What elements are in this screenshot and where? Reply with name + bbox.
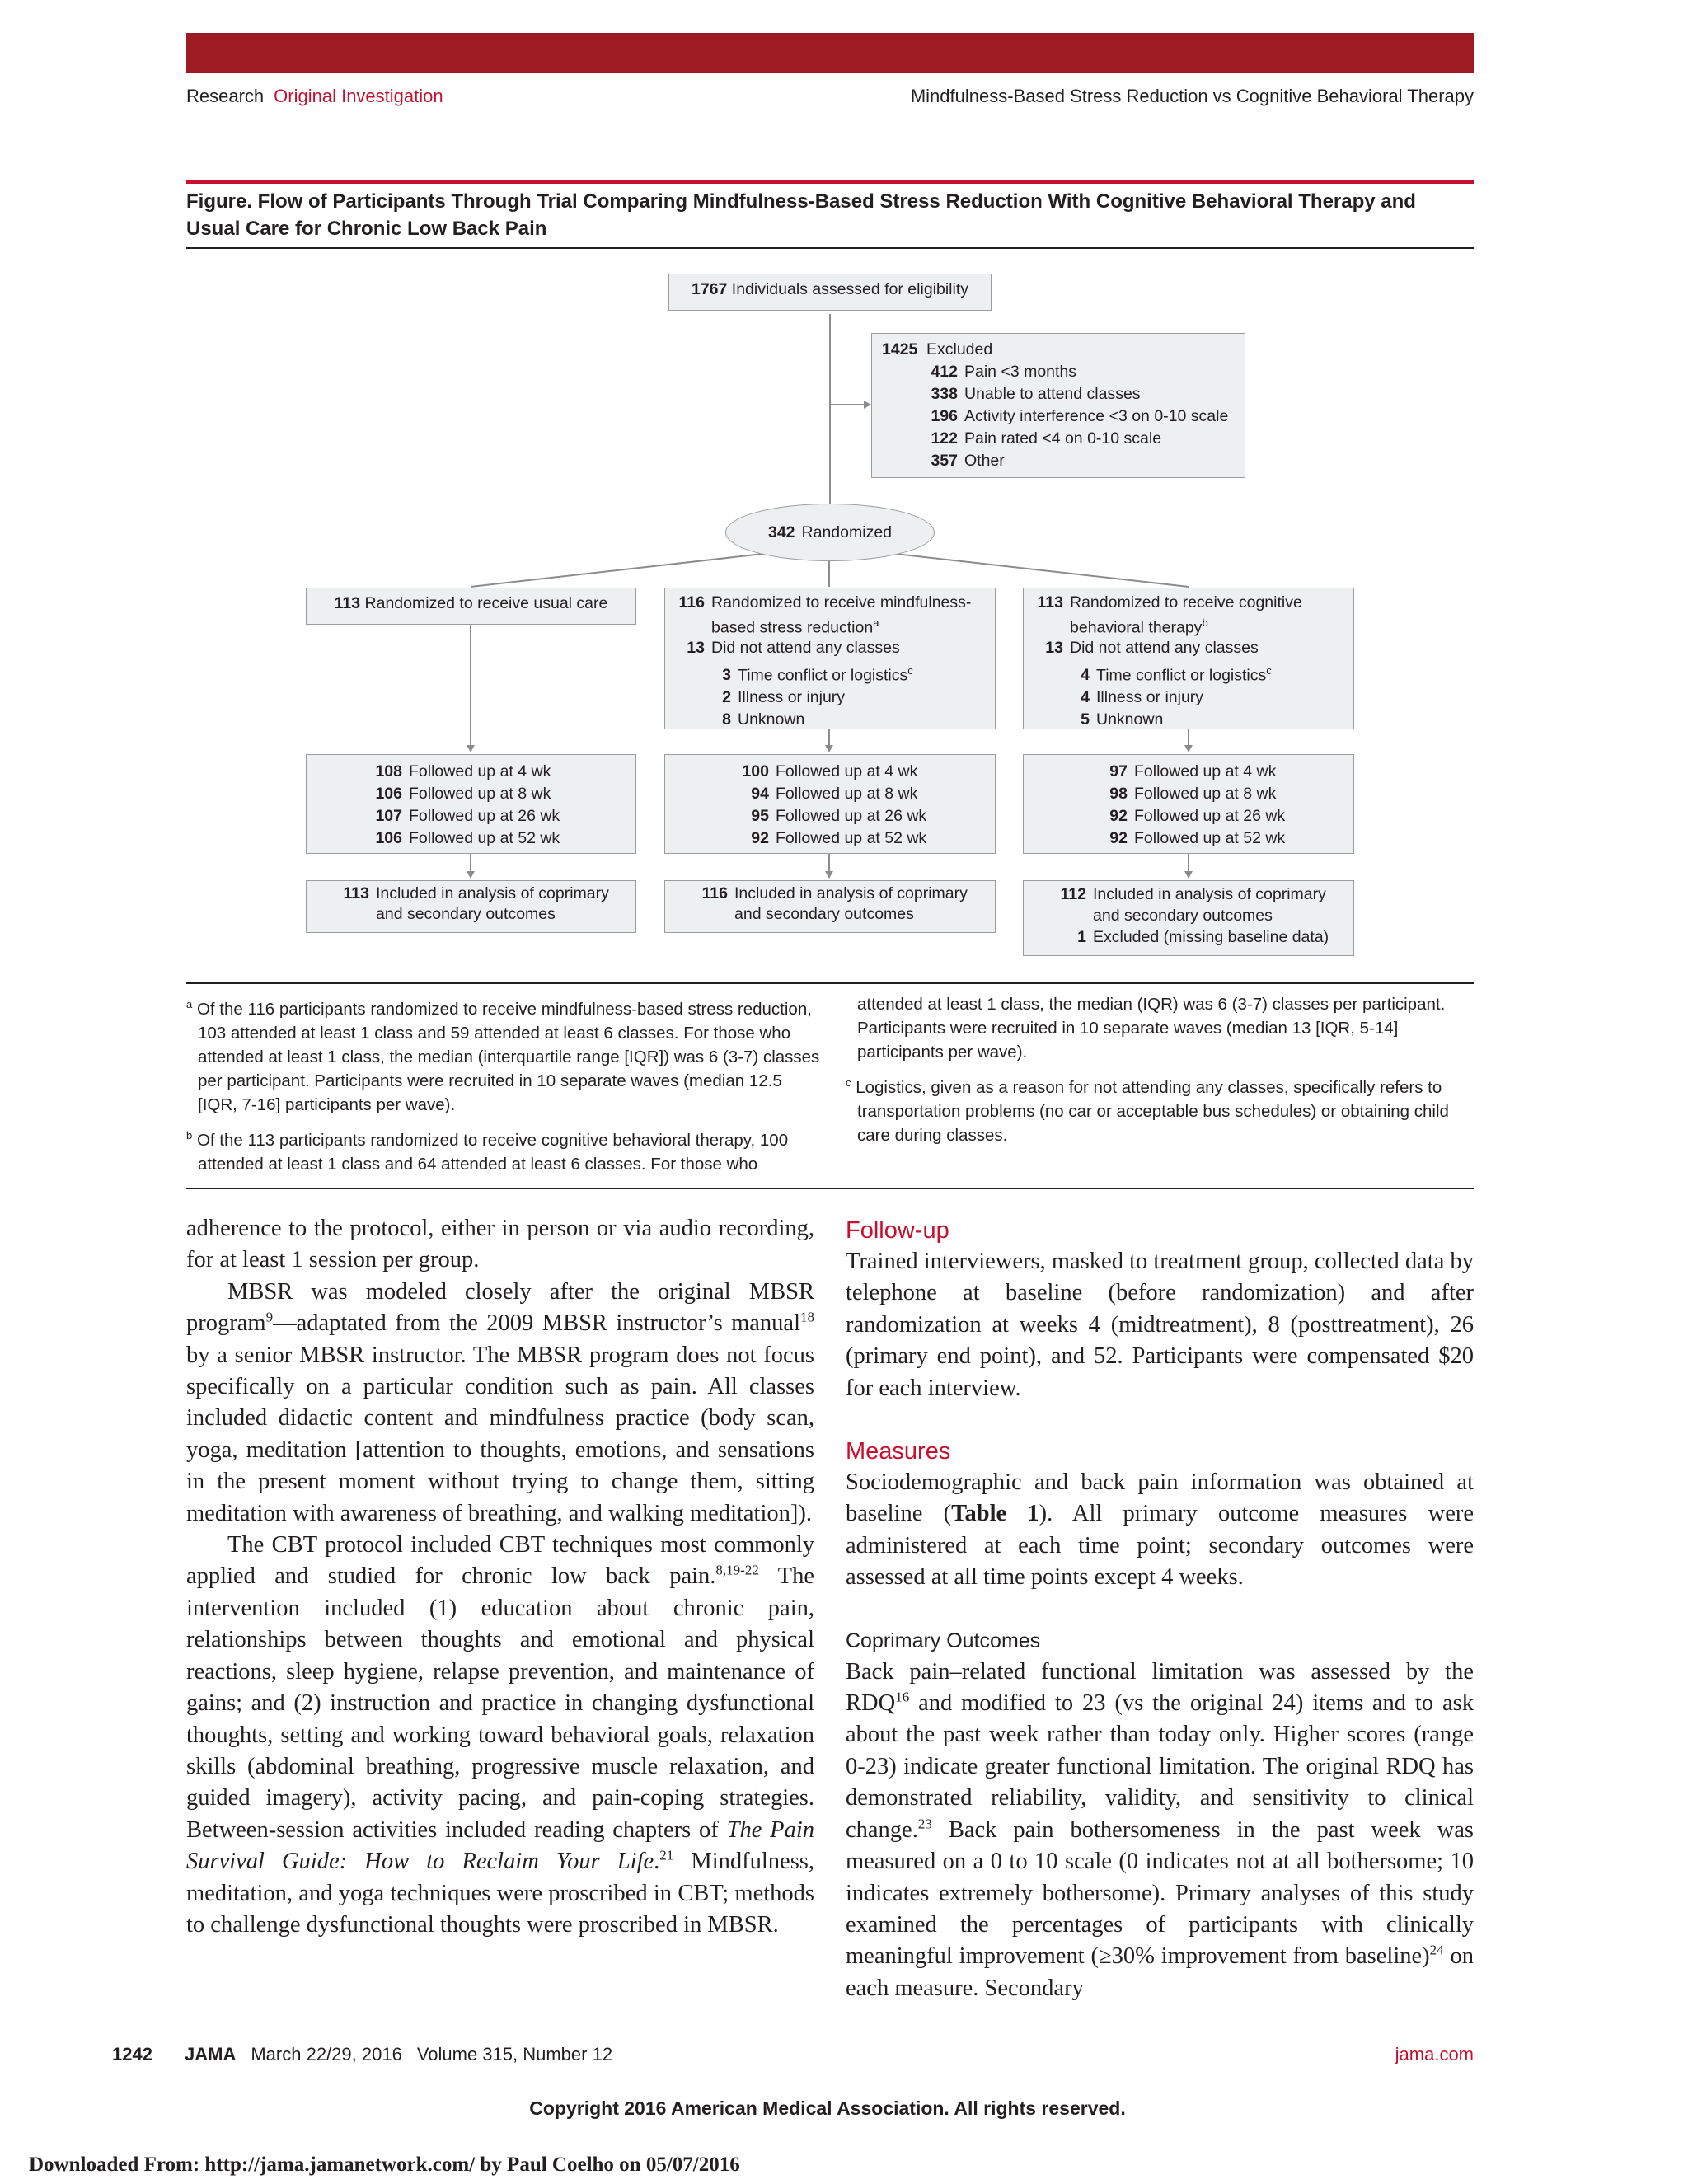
cbt-analysis-box: 112 Included in analysis of coprimary and secondary outcomes 1 Excluded (missing baseline data) bbox=[1023, 880, 1354, 956]
download-note: Downloaded From: http://jama.jamanetwork.com/ by Paul Coelho on 05/07/2016 bbox=[29, 2154, 740, 2176]
body-paragraph: adherence to the protocol, either in person or via audio recording, for at least 1 session per group. bbox=[186, 1216, 814, 1273]
page-number: 1242 bbox=[112, 2044, 152, 2064]
mbsr-followup-box: 100 Followed up at 4 wk 94 Followed up at 8 wk 95 Followed up at 26 wk 92 Followed up at 52 wk bbox=[664, 754, 996, 854]
footnote-rule bbox=[186, 982, 1474, 984]
cbt-followup-box: 97 Followed up at 4 wk 98 Followed up at 8 wk 92 Followed up at 26 wk 92 Followed up at 52 wk bbox=[1023, 754, 1354, 854]
footnote-a: $^a$ Of the 116 participants randomized to receive mindfulness-based stress reduction, 103 attended at least 1 class and 59 attended at least 6 classes. For those who attended at least 1 class, the median (interquartile range [IQR]) was 6 (3-7) classes per participant. Participants were recruited in 10 separate waves (median 12.5 [IQR, 7-16] participants per wave). bbox=[186, 998, 820, 1114]
randomized-count: 342 bbox=[767, 523, 795, 541]
usual-care-followup-box: 108 Followed up at 4 wk 106 Followed up at 8 wk 107 Followed up at 26 wk 106 Followed up at 52 wk bbox=[306, 754, 636, 854]
excluded-reason: 196 Activity interference <3 on 0-10 scale bbox=[931, 407, 1229, 425]
footnotes-left bbox=[186, 992, 821, 1183]
excluded-box bbox=[871, 333, 1245, 478]
section-name: Research bbox=[186, 86, 265, 106]
running-title: Mindfulness-Based Stress Reduction vs Cognitive Behavioral Therapy bbox=[910, 86, 1474, 106]
body-paragraph: The CBT protocol included CBT techniques most commonly applied and studied for chronic low back pain.$^{8,19-22}$ The intervention included (1) education about chronic pain, relationships between thoughts and emotional and physical reactions, sleep hygiene, relapse prevention, and maintenance of gains; and (2) instruction and practice in changing dysfunctional thoughts, setting and working toward behavioral goals, relaxation skills (abdominal breathing, progressive muscle relaxation, and guided imagery), activity pacing, and pain-coping strategies. Between-session activities included reading chapters of The Pain Survival Guide: How to Reclaim Your Life.$^{21}$ Mindfulness, meditation, and yoga techniques were proscribed in CBT; methods to challenge dysfunctional thoughts were proscribed in MBSR. bbox=[186, 1532, 815, 1938]
copyright-notice: Copyright 2016 American Medical Association. All rights reserved. bbox=[529, 2097, 1126, 2119]
excluded-reason: 122 Pain rated <4 on 0-10 scale bbox=[931, 429, 1162, 448]
body-paragraph: MBSR was modeled closely after the original MBSR program$^9$—adaptated from the 2009 MBSR instructor’s manual$^{18}$ by a senior MBSR instructor. The MBSR program does not focus specifically on a particular condition such as pain. All classes included didactic content and mindfulness practice (body scan, yoga, meditation [attention to thoughts, emotions, and sensations in the present moment without trying to change them, sitting meditation with awareness of breathing, and walking meditation]). bbox=[186, 1278, 814, 1526]
subsection-heading-coprimary: Coprimary Outcomes bbox=[846, 1629, 1041, 1652]
footnote-b: $^b$ Of the 113 participants randomized to receive cognitive behavioral therapy, 100 attended at least 1 class and 64 attended at least 6 classes. For those who bbox=[186, 1128, 789, 1174]
body-paragraph: Back pain–related functional limitation was assessed by the RDQ$^{16}$ and modified to 23 (vs the original 24) items and to ask about the past week rather than today only. Higher scores (range 0-23) indicate greater functional limitation. The original RDQ has demonstrated reliability, validity, and sensitivity to clinical change.$^{23}$ Back pain bothersomeness in the past week was measured on a 0 to 10 scale (0 indicates not at all bothersome; 10 indicates extremely bothersome). Primary analyses of this study examined the percentages of participants with clinically meaningful improvement (≥30% improvement from baseline)$^{24}$ on each measure. Secondary bbox=[846, 1658, 1474, 2001]
journal-citation: JAMA March 22/29, 2016 Volume 315, Number 12 bbox=[185, 2044, 613, 2064]
section-heading-measures: Measures bbox=[846, 1438, 951, 1465]
footnote-c: $^c$ Logistics, given as a reason for not attending any classes, specifically refers to transportation problems (no car or acceptable bus schedules) or obtaining child care during classes. bbox=[846, 1076, 1449, 1145]
arrow-head bbox=[467, 871, 475, 879]
body-paragraph: Trained interviewers, masked to treatment group, collected data by telephone at baseline (before randomization) and after randomization at weeks 4 (midtreatment), 8 (posttreatment), 26 (primary end point), and 52. Participants were compensated $20 for each interview. bbox=[846, 1249, 1474, 1401]
arrow-head bbox=[467, 745, 475, 752]
arrow-head bbox=[825, 871, 833, 879]
subsection-name: Original Investigation bbox=[274, 86, 443, 106]
body-right-column bbox=[846, 1215, 1474, 2004]
excluded-reason: 357 Other bbox=[931, 452, 1005, 470]
randomized-ellipse bbox=[725, 504, 935, 561]
arrow-head bbox=[825, 745, 833, 752]
figure-title: Figure. Flow of Participants Through Trial Comparing Mindfulness-Based Stress Reduction With Cognitive Behavioral Therapy and Usual Care for Chronic Low Back Pain bbox=[186, 190, 1416, 240]
section-heading-followup: Follow-up bbox=[846, 1217, 950, 1244]
arrow-head bbox=[1184, 745, 1193, 752]
usual-care-analysis-box: 113 Included in analysis of coprimary and secondary outcomes bbox=[306, 880, 636, 933]
assessed-count: 1767 bbox=[691, 280, 728, 298]
arrow-head bbox=[1184, 871, 1193, 879]
excluded-reason: 338 Unable to attend classes bbox=[931, 385, 1141, 403]
usual-care-allocation-box: 113 Randomized to receive usual care bbox=[306, 588, 636, 625]
footnotes-right bbox=[846, 992, 1480, 1154]
body-left-column bbox=[186, 1213, 814, 1941]
cbt-allocation-box: 113 Randomized to receive cognitive behavioral therapy$^b$ 13 Did not attend any classes 4 Time conflict or logistics$^c$ 4 Illness or injury 5 Unknown bbox=[1023, 588, 1354, 729]
randomized-label: Randomized bbox=[801, 523, 893, 541]
assessed-box bbox=[668, 274, 992, 311]
mbsr-analysis-box: 116 Included in analysis of coprimary and secondary outcomes bbox=[664, 880, 996, 933]
excluded-reason: 412 Pain <3 months bbox=[931, 363, 1077, 381]
excluded-total: 1425 Excluded bbox=[882, 340, 993, 359]
journal-website-link[interactable]: jama.com bbox=[1395, 2044, 1474, 2064]
mbsr-allocation-box: 116 Randomized to receive mindfulness- based stress reduction$^a$ 13 Did not attend any classes 3 Time conflict or logistics$^c$ 2 Illness or injury 8 Unknown bbox=[664, 588, 996, 729]
assessed-label: Individuals assessed for eligibility bbox=[731, 280, 969, 298]
footnote-b-continued: attended at least 1 class, the median (IQR) was 6 (3-7) classes per participant. Participants were recruited in 10 separate waves (median 13 [IQR, 5-14] participants per wave). bbox=[857, 995, 1446, 1062]
figure-end-rule bbox=[186, 1188, 1474, 1189]
body-paragraph: Sociodemographic and back pain information was obtained at baseline (Table 1). All primary outcome measures were administered at each time point; secondary outcomes were assessed at all time points except 4 weeks. bbox=[846, 1469, 1474, 1591]
